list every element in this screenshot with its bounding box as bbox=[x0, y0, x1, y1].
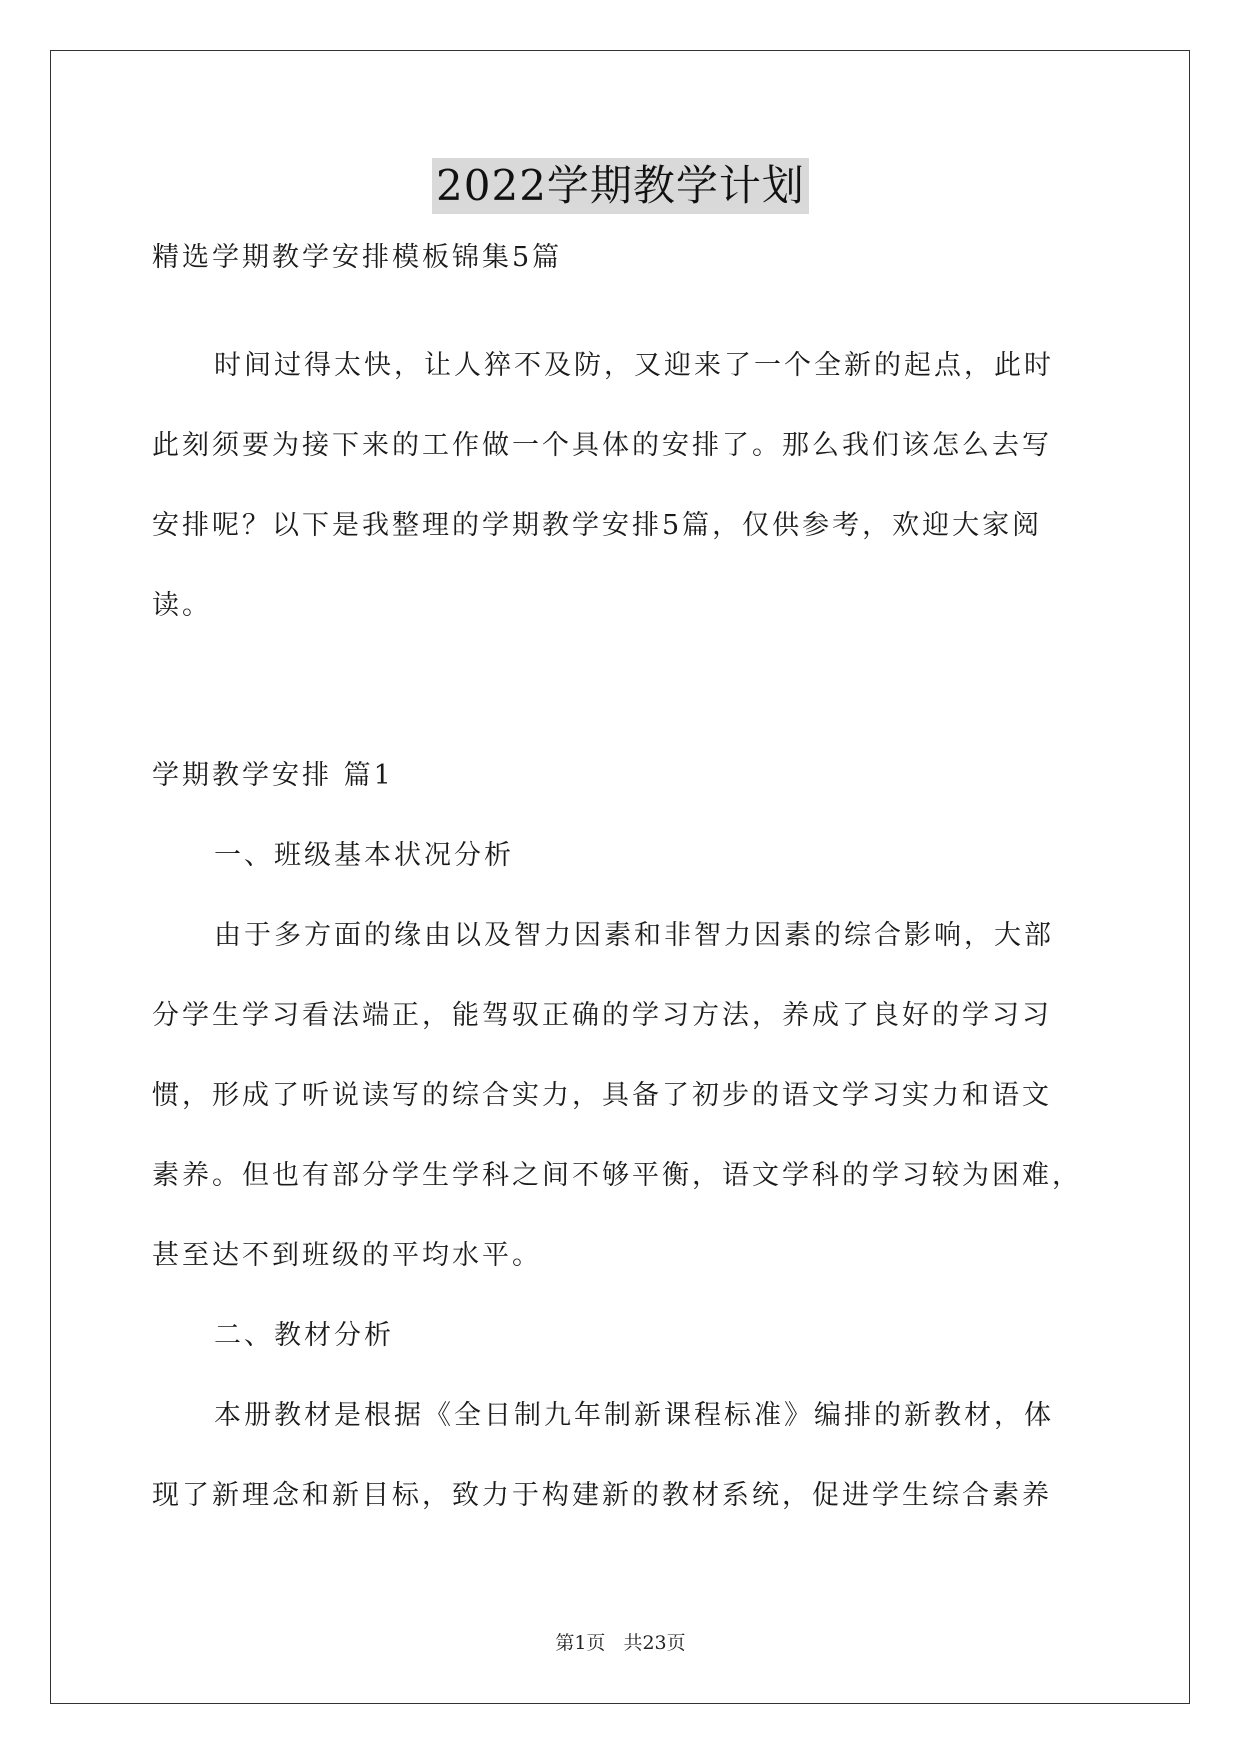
document-subtitle: 精选学期教学安排模板锦集5篇 bbox=[152, 242, 563, 273]
paragraph-line: 读。 bbox=[152, 590, 212, 621]
paragraph-line: 由于多方面的缘由以及智力因素和非智力因素的综合影响，大部 bbox=[214, 920, 1054, 951]
section-heading: 学期教学安排 篇1 bbox=[152, 760, 394, 791]
paragraph-line: 此刻须要为接下来的工作做一个具体的安排了。那么我们该怎么去写 bbox=[152, 430, 1052, 461]
subsection-heading: 二、教材分析 bbox=[214, 1320, 394, 1351]
paragraph-line: 惯，形成了听说读写的综合实力，具备了初步的语文学习实力和语文 bbox=[152, 1080, 1052, 1111]
paragraph-line: 分学生学习看法端正，能驾驭正确的学习方法，养成了良好的学习习 bbox=[152, 1000, 1052, 1031]
document-title: 2022学期教学计划 bbox=[432, 158, 809, 214]
page-frame bbox=[50, 50, 1190, 1704]
page-number: 第1页 bbox=[555, 1632, 606, 1654]
page-footer bbox=[0, 1630, 1241, 1656]
paragraph-line: 现了新理念和新目标，致力于构建新的教材系统，促进学生综合素养 bbox=[152, 1480, 1052, 1511]
title-container bbox=[0, 158, 1241, 214]
paragraph-line: 安排呢？以下是我整理的学期教学安排5篇，仅供参考，欢迎大家阅 bbox=[152, 510, 1043, 541]
paragraph-line: 素养。但也有部分学生学科之间不够平衡，语文学科的学习较为困难， bbox=[152, 1160, 1082, 1191]
paragraph-line: 时间过得太快，让人猝不及防，又迎来了一个全新的起点，此时 bbox=[214, 350, 1054, 381]
subsection-heading: 一、班级基本状况分析 bbox=[214, 840, 514, 871]
paragraph-line: 本册教材是根据《全日制九年制新课程标准》编排的新教材，体 bbox=[214, 1400, 1054, 1431]
page-total: 共23页 bbox=[623, 1632, 686, 1654]
paragraph-line: 甚至达不到班级的平均水平。 bbox=[152, 1240, 542, 1271]
